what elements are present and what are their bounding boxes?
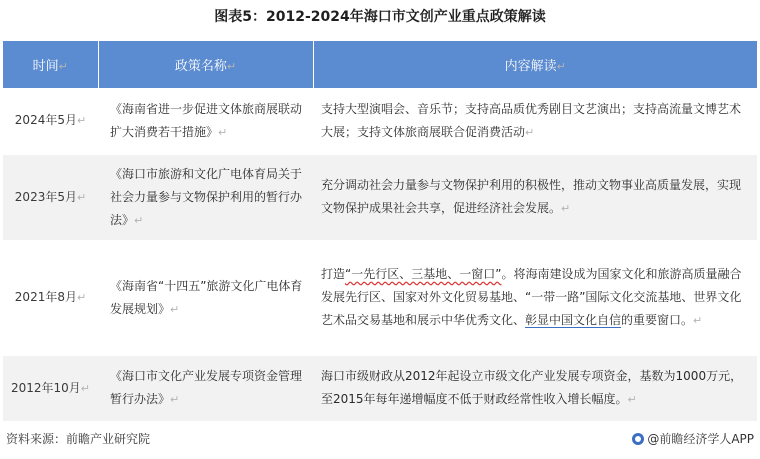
row-content: 充分调动社会力量参与文物保护利用的积极性，推动文物事业高质量发展，实现文物保护成果社会共享，促进经济社会发展。↵ [313, 154, 757, 240]
table-row [3, 240, 757, 355]
row-content: 打造“一先行区、三基地、一窗口”。将海南建设成为国家文化和旅游高质量融合发展先行区、国家对外文化贸易基地、“一带一路”国际文化交流基地、世界文化艺术品交易基地和展示中华优秀文化、彰显中国文化自信的重要窗口。↵ [313, 240, 757, 355]
row-time: 2024年5月↵ [3, 88, 98, 154]
row-time: 2021年8月↵ [3, 240, 98, 355]
row-content: 海口市级财政从2012年起设立市级文化产业发展专项资金，基数为1000万元，至2015年每年递增幅度不低于财政经常性收入增长幅度。↵ [313, 355, 757, 421]
row-time: 2023年5月↵ [3, 154, 98, 240]
row-time: 2012年10月↵ [3, 355, 98, 421]
brand-label: @前瞻经济学人APP [647, 432, 754, 446]
header-time: 时间↵ [3, 41, 98, 88]
row-policy-name: 《海口市文化产业发展专项资金管理暂行办法》↵ [98, 355, 313, 421]
row-content: 支持大型演唱会、音乐节；支持高品质优秀剧目文艺演出；支持高流量文博艺术大展；支持文体旅商展联合促消费活动↵ [313, 88, 757, 154]
policy-table [3, 41, 757, 422]
brand-credit [632, 430, 754, 447]
underlined-phrase: 彰显中国文化自信 [525, 313, 622, 327]
table-row [3, 355, 757, 421]
table-row [3, 88, 757, 154]
header-policy-name: 政策名称↵ [98, 41, 313, 88]
row-policy-name: 《海南省“十四五”旅游文化广电体育发展规划》↵ [98, 240, 313, 355]
header-content: 内容解读↵ [313, 41, 757, 88]
row-policy-name: 《海口市旅游和文化广电体育局关于社会力量参与文物保护利用的暂行办法》↵ [98, 154, 313, 240]
source-note: 资料来源：前瞻产业研究院 [6, 432, 151, 446]
chart-title: 图表5：2012-2024年海口市文创产业重点政策解读 [214, 9, 546, 25]
underlined-phrase: “一先行区、三基地、一窗口” [345, 267, 502, 281]
brand-logo-icon [632, 433, 644, 445]
table-row [3, 154, 757, 240]
row-policy-name: 《海南省进一步促进文体旅商展联动扩大消费若干措施》↵ [98, 88, 313, 154]
table-header-row [3, 41, 757, 88]
